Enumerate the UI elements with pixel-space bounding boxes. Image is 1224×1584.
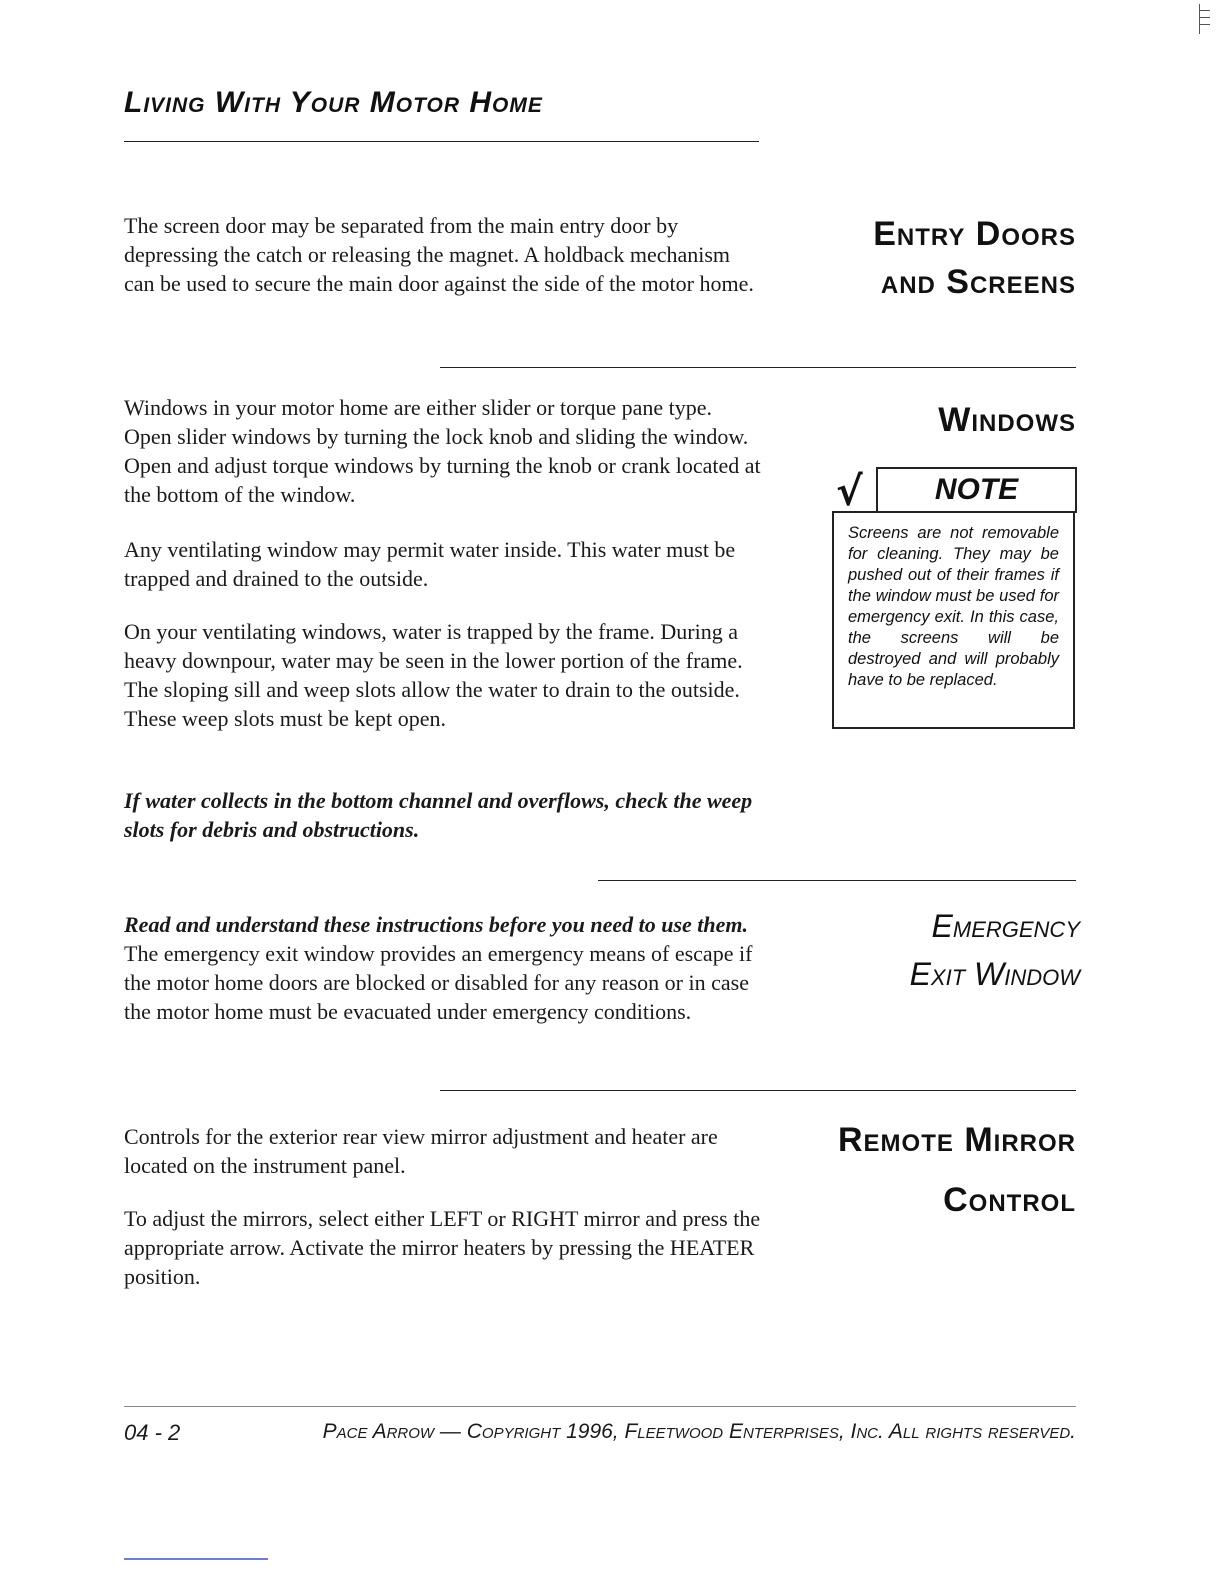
note-body [832,511,1075,729]
windows-paragraph-3: On your ventilating windows, water is trapped by the frame. During a heavy downpour, water may be seen in the lower portion of the frame. The sloping sill and weep slots allow the water to drain to the outside. These weep slots must be kept open. [124,619,743,731]
section-divider [598,880,1076,881]
emergency-heading-line2: Exit Window [909,956,1080,992]
entry-doors-heading-line1: Entry Doors [873,215,1076,253]
entry-doors-heading-line2: and Screens [880,263,1076,301]
note-title: NOTE [876,467,1077,513]
entry-doors-heading [776,210,1076,306]
binding-mark [1199,4,1214,34]
mirror-heading-line2: Control [943,1181,1076,1219]
footer-rule [124,1406,1076,1407]
mirror-paragraph-1: Controls for the exterior rear view mirror adjustment and heater are located on the instrument panel. [124,1124,718,1178]
section-divider [440,1090,1076,1091]
windows-heading-wrap [776,396,1076,444]
windows-warning: If water collects in the bottom channel and overflows, check the weep slots for debris and obstructions. [124,788,753,842]
note-box [832,467,1075,729]
mirror-heading-line1: Remote Mirror [838,1121,1076,1159]
section-divider [440,367,1076,368]
chapter-title: Living With Your Motor Home [124,86,543,119]
windows-heading: Windows [938,401,1076,439]
checkmark-icon: √ [836,469,863,515]
header-rule [124,141,759,142]
windows-paragraph-2: Any ventilating window may permit water inside. This water must be trapped and drained to the outside. [124,537,736,591]
note-text: Screens are not removable for cleaning. They may be pushed out of their frames if the window must be used for emergency exit. In this case, the screens will be destroyed and will probably have to be replaced. [848,524,1059,689]
entry-doors-paragraph: The screen door may be separated from the main entry door by depressing the catch or releasing the magnet. A holdback mechanism can be used to secure the main door against the side of the motor home. [124,213,754,296]
emergency-heading [780,902,1080,998]
emergency-heading-line1: Emergency [931,908,1080,944]
mirror-paragraph-2: To adjust the mirrors, select either LEFT or RIGHT mirror and press the appropriate arrow. Activate the mirror heaters by pressing the HEATER position. [124,1206,761,1289]
windows-paragraph-1: Windows in your motor home are either slider or torque pane type. Open slider windows by turning the lock knob and sliding the window. Open and adjust torque windows by turning the knob or crank located at the bottom of the window. [124,395,761,507]
copyright-notice: Pace Arrow — Copyright 1996, Fleetwood Enterprises, Inc. All rights reserved. [322,1420,1076,1443]
emergency-text: The emergency exit window provides an emergency means of escape if the motor home doors are blocked or disabled for any reason or in case the motor home must be evacuated under emergency conditions. [124,941,753,1024]
bottom-underline [124,1558,268,1560]
mirror-heading [756,1116,1076,1224]
emergency-lead: Read and understand these instructions before you need to use them. [124,912,749,937]
emergency-paragraph [124,910,764,1026]
page-number: 04 - 2 [124,1420,181,1445]
